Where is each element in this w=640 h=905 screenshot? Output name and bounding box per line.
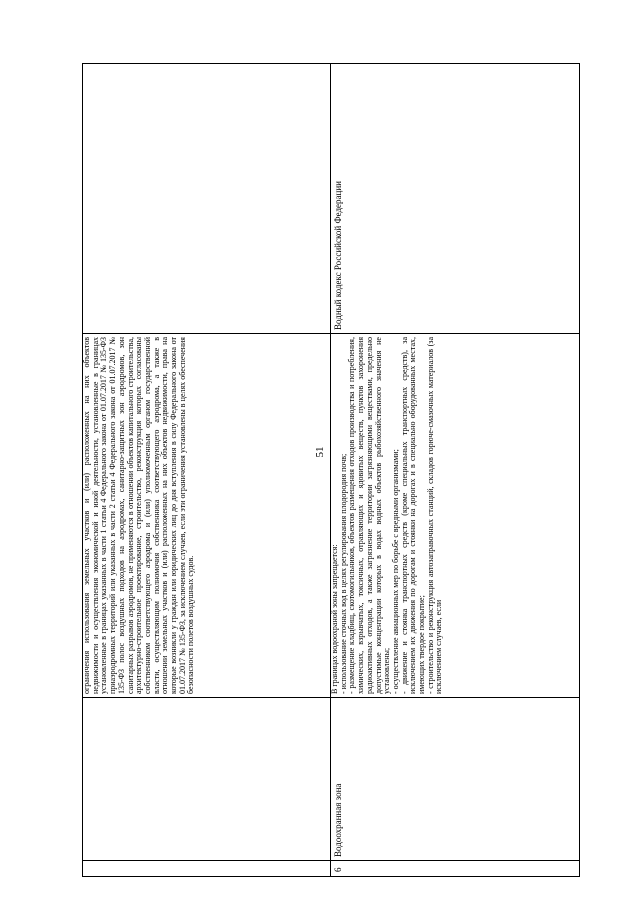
data-table (82, 63, 580, 877)
cell-restrictions (83, 334, 330, 698)
cell-number (331, 861, 579, 877)
legal-source: Водный кодекс Российской Федерации (333, 181, 343, 330)
row-number: 6 (333, 867, 343, 872)
restriction-line: - движение и стоянка транспортных средств (кроме специальных транспортных средств), за исключением их движения по дорогам и стоянки на дорогах и в специально оборудованных местах, имеющих твердое покрытие; (399, 337, 427, 694)
restriction-line: - использование сточных вод в целях регулирования плодородия почв; (338, 453, 348, 694)
table-row-continued (82, 63, 331, 877)
restrictions-text: ограничения использования земельных участков и (или) расположенных на них объектов недвижимости и осуществления экономической и иной деятельности, установленные в границах установленные в границах указанных в части 1 статьи 4 Федерального закона от 01.07.2017 № 135-ФЗ приаэродромных территорий или указанных в части 2 статьи 4 Федерального закона от 01.07.2017 № 135-ФЗ полос воздушных подходов на аэродромах, санитарно-защитных зон аэродромов, зон санитарных разрывов аэродромов, не применяются в отношении объектов капитального строительства, архитектурно-строительное проектирование, строительство, реконструкция которых согласованы собственником соответствующего аэродрома и (или) уполномоченным органом государственной власти, осуществляющим полномочия собственника соответствующего аэродрома, а также в отношении земельных участков и (или) расположенных на них объектов недвижимости, права на которые возникли у граждан или юридических лиц до дня вступления в силу Федерального закона от 01.07.2017 № 135-ФЗ, за исключением случаев, если эти ограничения установлены в целях обеспечения безопасности полетов воздушных судов. (82, 337, 196, 694)
cell-number (83, 861, 330, 877)
restriction-line: В границах водоохраной зоны запрещается: (330, 544, 339, 694)
restriction-line: - размещение кладбищ, скотомогильников, объектов размещения отходов производства и потребления, химических, взрывчатых, токсичных, отравляющих и ядовитых веществ, пунктов захоронения радиоактивных отходов, а также загрязнение территории загрязняющими веществами, предельно допустимые концентрации которых в водах водных объектов рыбохозяйственного значения не установлены; (347, 337, 392, 694)
cell-zone-name (83, 698, 330, 861)
restriction-line: - строительство и реконструкция автозаправочных станций, складов горюче-смазочных материалов (за исключением случаев, если (425, 337, 444, 694)
cell-zone-name (331, 698, 579, 861)
cell-legal-source (83, 63, 330, 334)
cell-legal-source (331, 63, 579, 334)
restrictions-text (331, 334, 444, 697)
restriction-line: - осуществление авиационных мер по борьбе с вредными организмами; (390, 449, 400, 694)
zone-name: Водоохранная зона (333, 783, 343, 857)
table-row (331, 63, 580, 877)
cell-restrictions (331, 334, 579, 698)
page-number: 51 (314, 446, 326, 458)
